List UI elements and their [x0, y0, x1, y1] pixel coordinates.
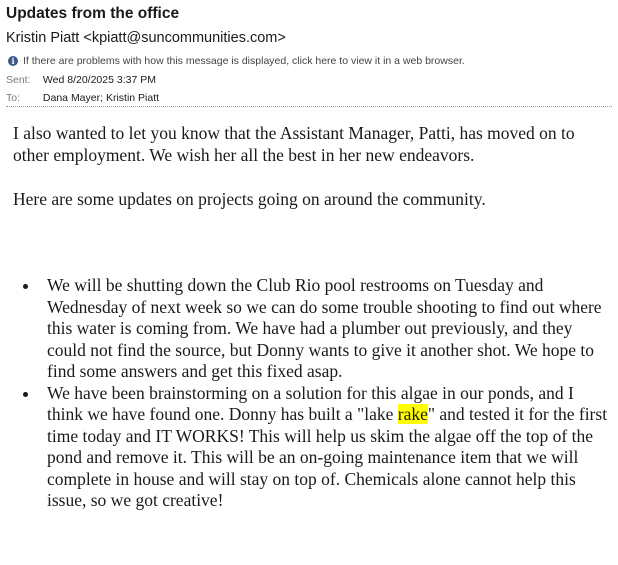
email-sender[interactable]: Kristin Piatt <kpiatt@suncommunities.com>	[6, 30, 286, 46]
email-subject: Updates from the office	[6, 5, 180, 22]
list-item-text-before: We have been brainstorming on a solution for this algae in our ponds, and I think we have found one. Donny has built a "lake	[47, 382, 574, 424]
body-paragraph: I also wanted to let you know that the Assistant Manager, Patti, has moved on to other employment. We wish her all the best in her new endeavors.	[13, 123, 575, 165]
list-item-text: We will be shutting down the Club Rio pool restrooms on Tuesday and Wednesday of next week so we can do some trouble shooting to find out where this water is coming from. We have had a plumber out previously, and they could not find the source, but Donny wants to give it another shot. We hope to find some answers and get this fixed asap.	[47, 275, 602, 381]
sent-row	[6, 74, 156, 86]
to-recipients[interactable]: Dana Mayer; Kristin Piatt	[42, 92, 160, 104]
info-bar-text[interactable]: If there are problems with how this message is displayed, click here to view it in a web browser.	[23, 55, 465, 67]
bullet-marker	[23, 284, 28, 289]
bullet-marker	[23, 392, 28, 397]
info-bar[interactable]	[8, 54, 465, 68]
list-item	[47, 275, 608, 383]
highlighted-word: rake	[397, 404, 428, 424]
list-item-text-after: " and tested it for the first time today and IT WORKS! This will help us skim the algae off the top of the pond and remove it. This will be an on-going maintenance item that we will complete in house and will stay on top of. Chemicals alone cannot help this issue, so we got creative!	[47, 404, 608, 510]
sent-label: Sent:	[6, 74, 31, 86]
to-label: To:	[6, 92, 21, 104]
list-item	[47, 383, 608, 512]
header-divider	[6, 106, 612, 107]
sent-value: Wed 8/20/2025 3:37 PM	[42, 74, 156, 86]
email-body	[13, 122, 613, 210]
info-icon: i	[8, 56, 18, 66]
body-paragraph: Here are some updates on projects going on around the community.	[13, 189, 486, 209]
update-list	[13, 275, 608, 512]
to-row	[6, 92, 159, 104]
